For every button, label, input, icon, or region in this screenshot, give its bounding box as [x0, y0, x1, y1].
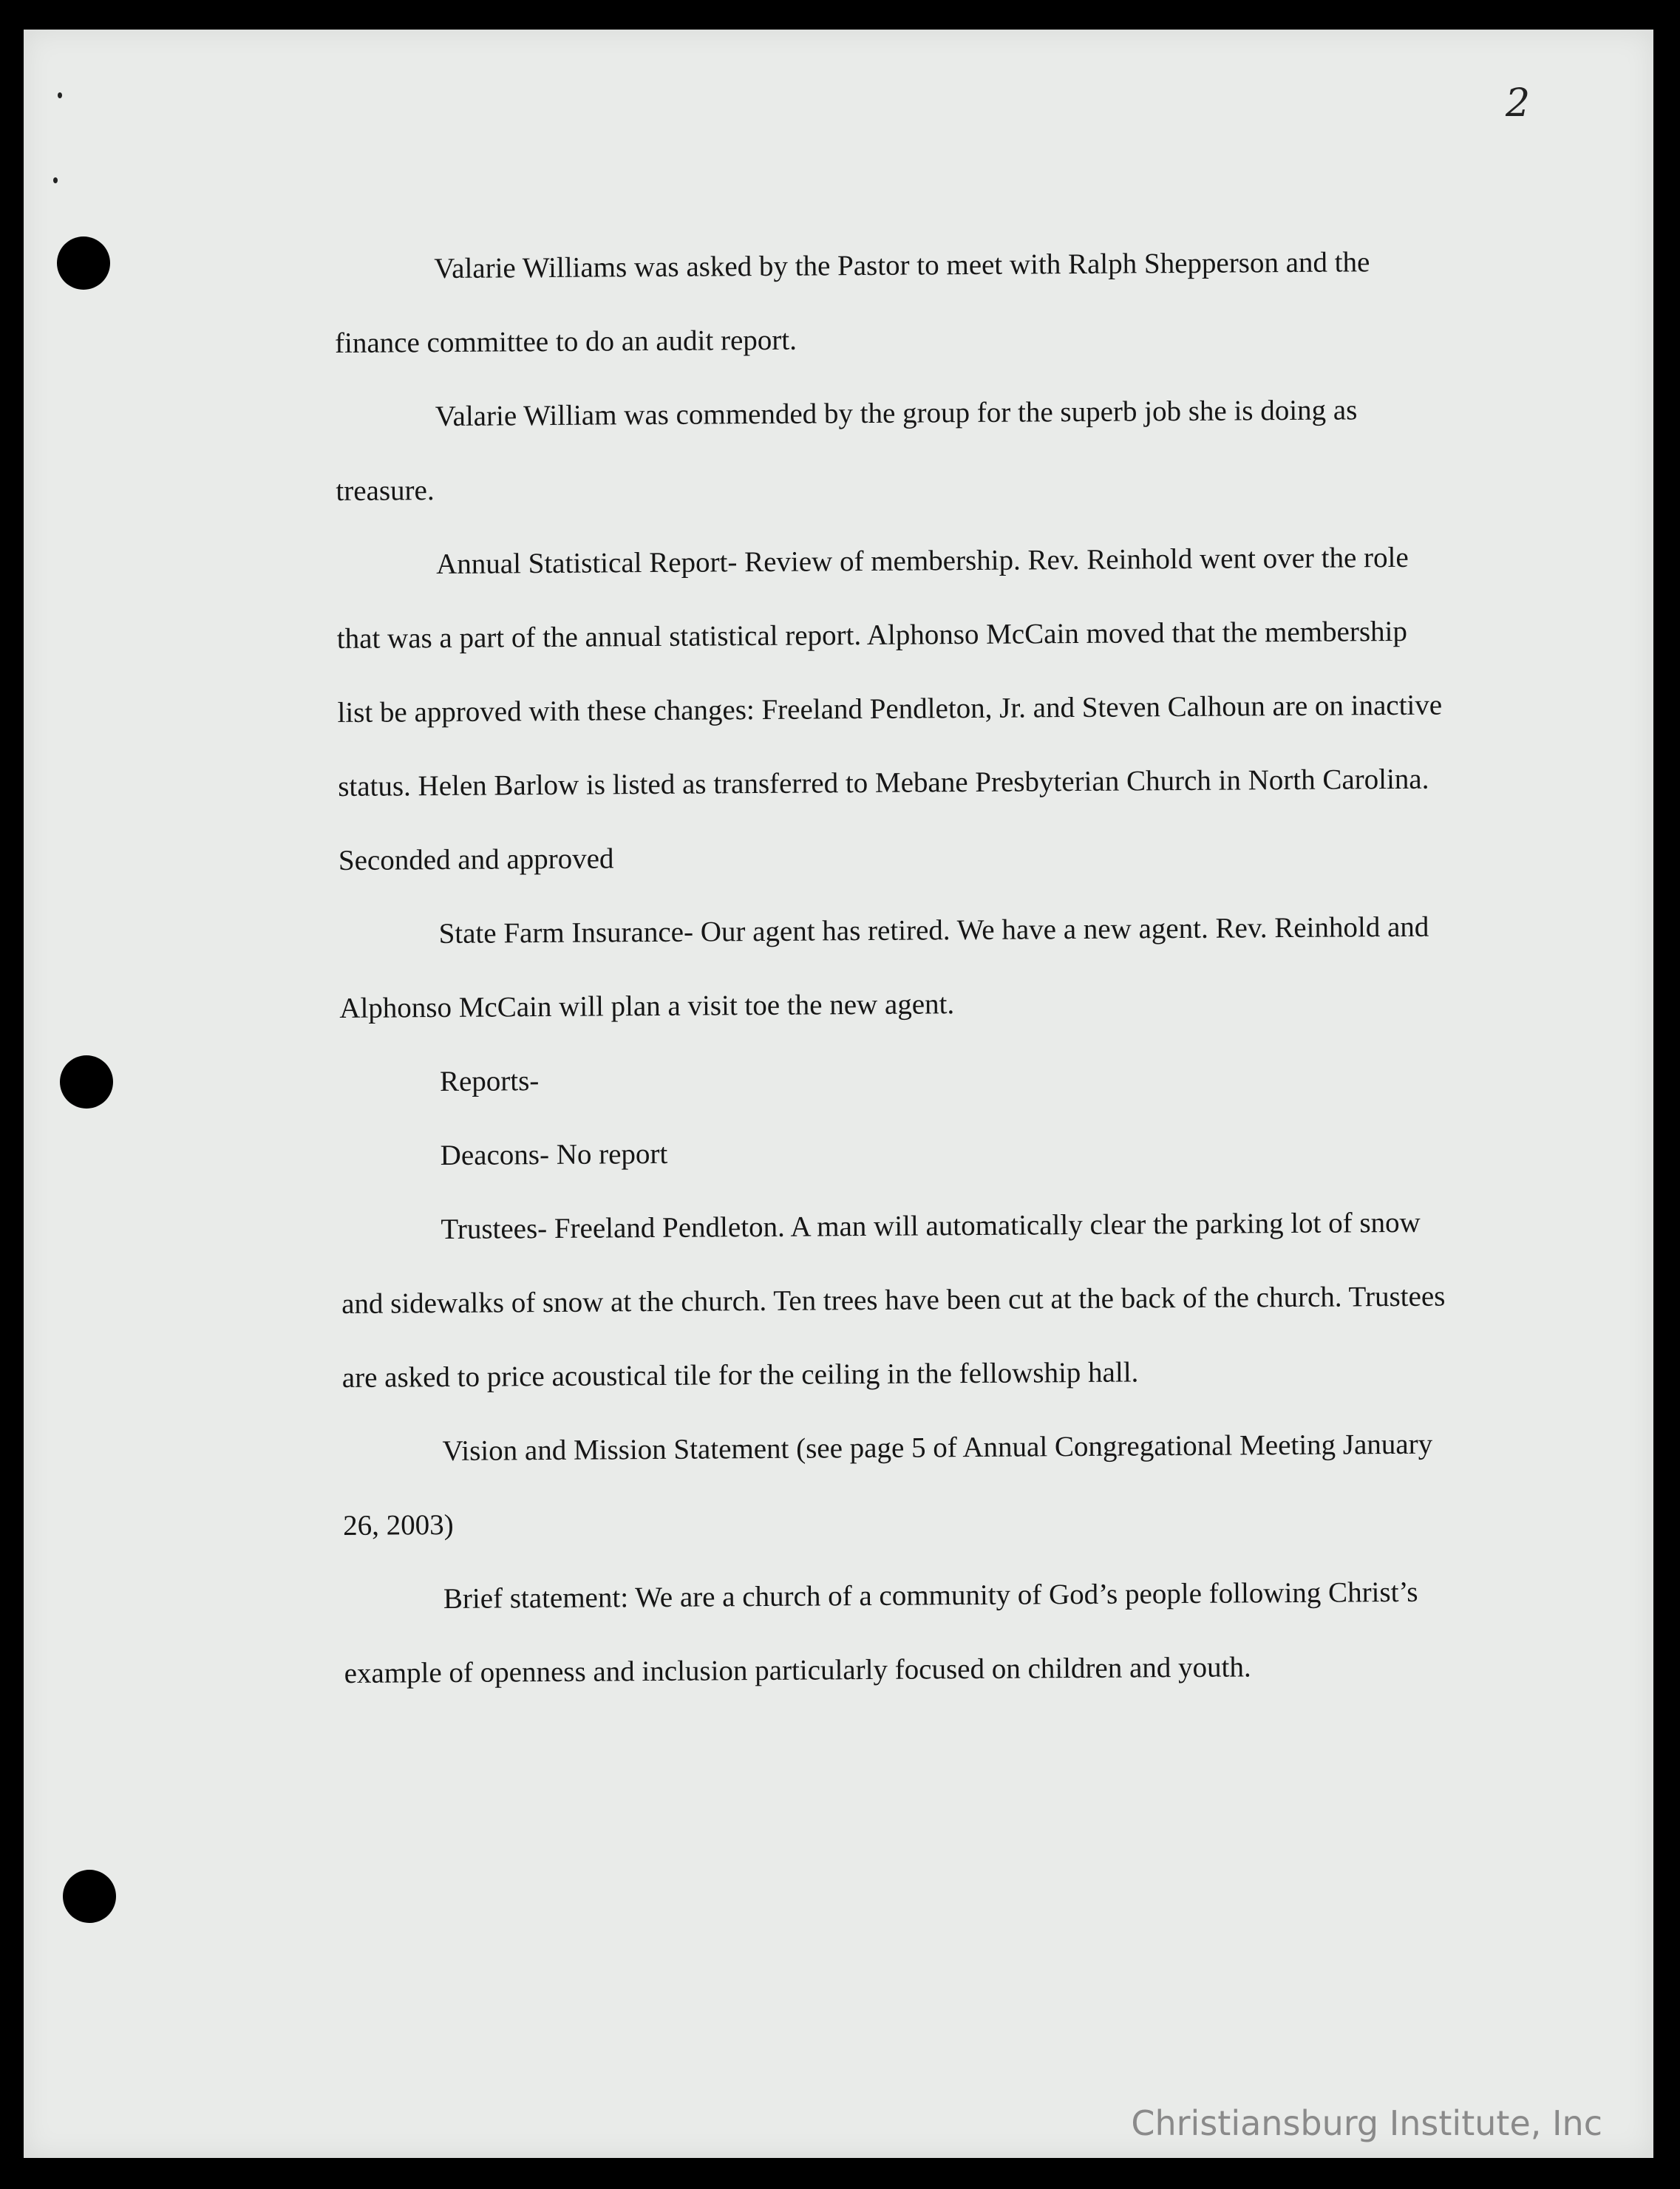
paragraph-statistical-report: Annual Statistical Report- Review of membership. Rev. Reinhold went over the role that was a part of the annual statistical report. Alphonso McCain moved that the membership list be approved with these changes: Freeland Pendleton, Jr. and Steven Calhoun are on inactive status. Helen Barlow is listed as transferred to Mebane Presbyterian Church in North Carolina. Seconded and approved	[336, 541, 1443, 876]
paragraph-deacons: Deacons- No report	[440, 1137, 668, 1172]
paragraph-audit: Valarie Williams was asked by the Pastor to meet with Ralph Shepperson and the finance committee to do an audit report.	[334, 246, 1370, 359]
paragraph-trustees: Trustees- Freeland Pendleton. A man will automatically clear the parking lot of snow and sidewalks of snow at the church. Ten trees have been cut at the back of the church. Trustees are asked to price acoustical tile for the ceiling in the fellowship hall.	[341, 1206, 1446, 1394]
watermark-text: Christiansburg Institute, Inc	[1131, 2103, 1602, 2143]
punch-hole-top	[57, 236, 110, 290]
document-body	[334, 225, 1453, 1711]
paragraph-vision-mission: Vision and Mission Statement (see page 5 of Annual Congregational Meeting January 26, 2003)	[343, 1428, 1433, 1542]
document-page	[24, 30, 1653, 2158]
paragraph-reports-heading: Reports-	[439, 1065, 540, 1098]
paragraph-brief-statement: Brief statement: We are a church of a community of God’s people following Christ’s example of openness and inclusion particularly focused on children and youth.	[344, 1576, 1418, 1689]
paragraph-commendation: Valarie William was commended by the group for the superb job she is doing as treasure.	[336, 394, 1358, 507]
punch-hole-bottom	[63, 1870, 116, 1923]
paragraph-insurance: State Farm Insurance- Our agent has retired. We have a new agent. Rev. Reinhold and Alphonso McCain will plan a visit toe the new agent.	[339, 910, 1429, 1024]
paper-speck	[53, 177, 58, 183]
punch-hole-middle	[60, 1055, 113, 1109]
paper-speck	[58, 92, 62, 98]
handwritten-page-number: 2	[1506, 81, 1531, 126]
